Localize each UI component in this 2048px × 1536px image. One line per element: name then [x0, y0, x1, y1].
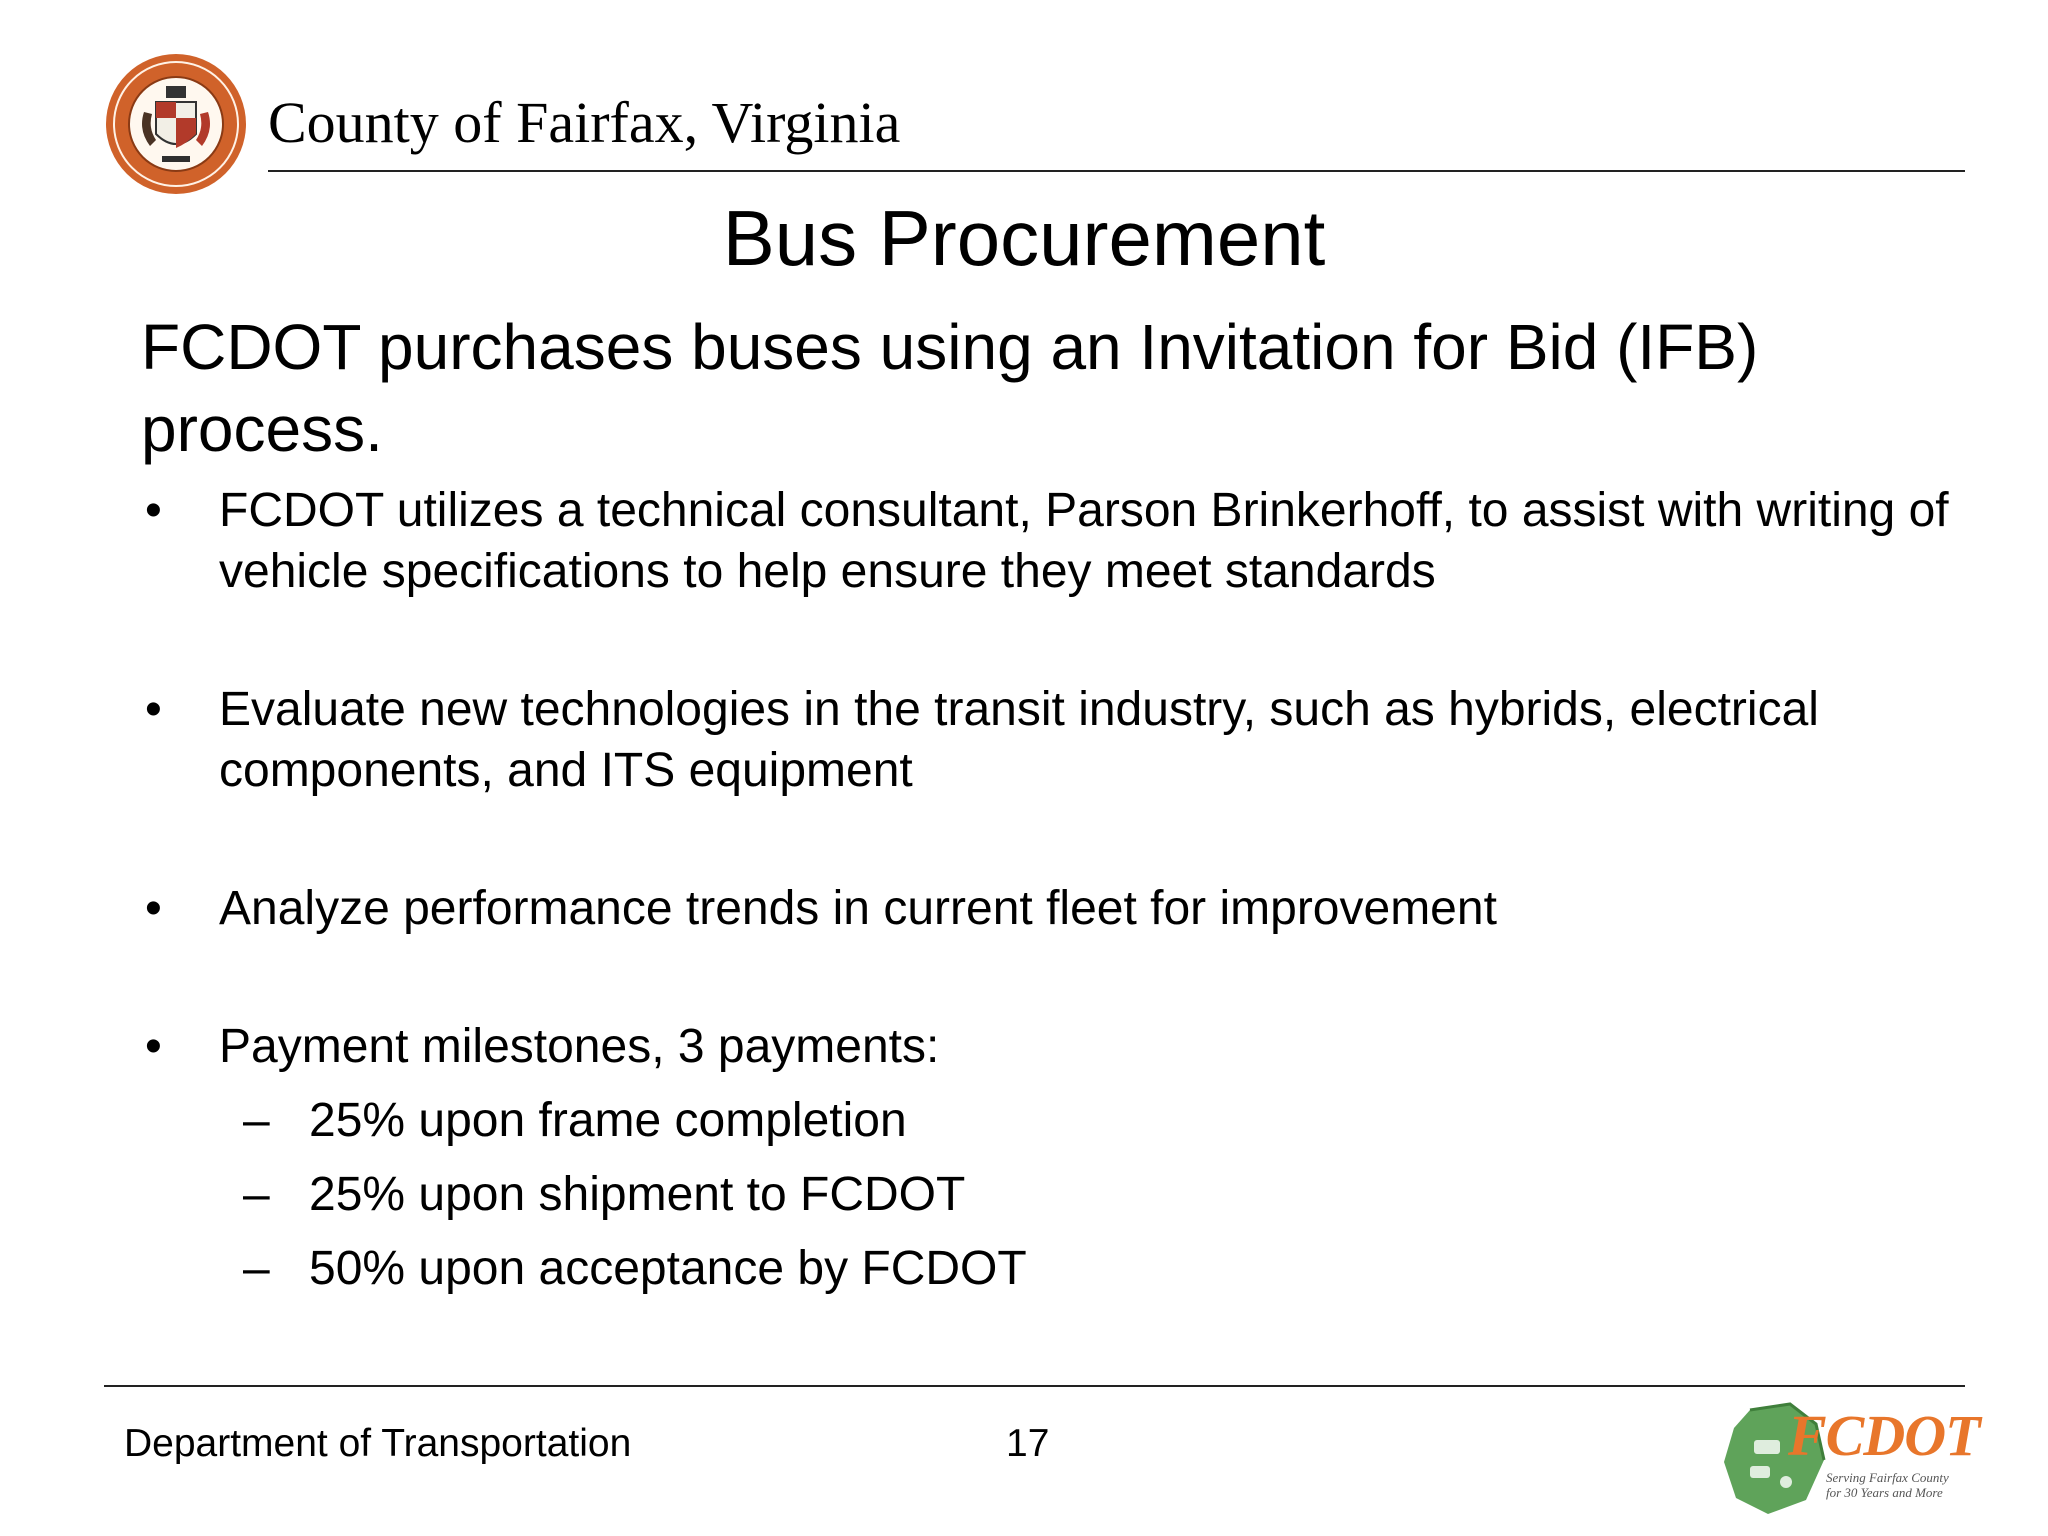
fcdot-logo-icon: [1720, 1400, 1980, 1520]
payment-milestones-list: [219, 1090, 1971, 1312]
footer-department: Department of Transportation: [124, 1422, 632, 1465]
bullet-text: Evaluate new technologies in the transit industry, such as hybrids, electrical components, and ITS equipment: [219, 683, 1819, 797]
sub-bullet-text: 25% upon shipment to FCDOT: [309, 1168, 966, 1221]
intro-statement: FCDOT purchases buses using an Invitation for Bid (IFB) process.: [141, 311, 1759, 465]
organization-name: County of Fairfax, Virginia: [268, 90, 901, 155]
sub-bullet-item: [219, 1238, 1971, 1312]
bullet-text: Payment milestones, 3 payments:: [219, 1020, 940, 1073]
bullet-item: [141, 1016, 1971, 1312]
header-divider: [268, 170, 1965, 172]
bullet-item: [141, 480, 1971, 602]
dash-mark: –: [243, 1242, 270, 1295]
sub-bullet-item: [219, 1090, 1971, 1164]
bullet-text: FCDOT utilizes a technical consultant, Parson Brinkerhoff, to assist with writing of vehicle specifications to help ensure they meet standards: [219, 484, 1949, 598]
sub-bullet-item: [219, 1164, 1971, 1238]
bullet-dot: •: [145, 484, 162, 537]
bullet-dot: •: [145, 683, 162, 736]
dash-mark: –: [243, 1094, 270, 1147]
slide-title: Bus Procurement: [722, 194, 1326, 282]
sub-bullet-text: 25% upon frame completion: [309, 1094, 907, 1147]
bullet-dot: •: [145, 882, 162, 935]
sub-bullet-text: 50% upon acceptance by FCDOT: [309, 1242, 1027, 1295]
bullet-text: Analyze performance trends in current fleet for improvement: [219, 882, 1497, 935]
bullet-dot: •: [145, 1020, 162, 1073]
footer-divider: [104, 1385, 1965, 1387]
dash-mark: –: [243, 1168, 270, 1221]
fcdot-tagline: Serving Fairfax County for 30 Years and More: [1826, 1470, 1949, 1500]
bullet-item: [141, 679, 1971, 801]
fcdot-wordmark: FCDOT: [1788, 1403, 1980, 1468]
county-seal-icon: [104, 52, 248, 196]
page-number: 17: [1006, 1422, 1050, 1465]
bullet-list: [141, 480, 1971, 1312]
bullet-item: [141, 878, 1971, 939]
